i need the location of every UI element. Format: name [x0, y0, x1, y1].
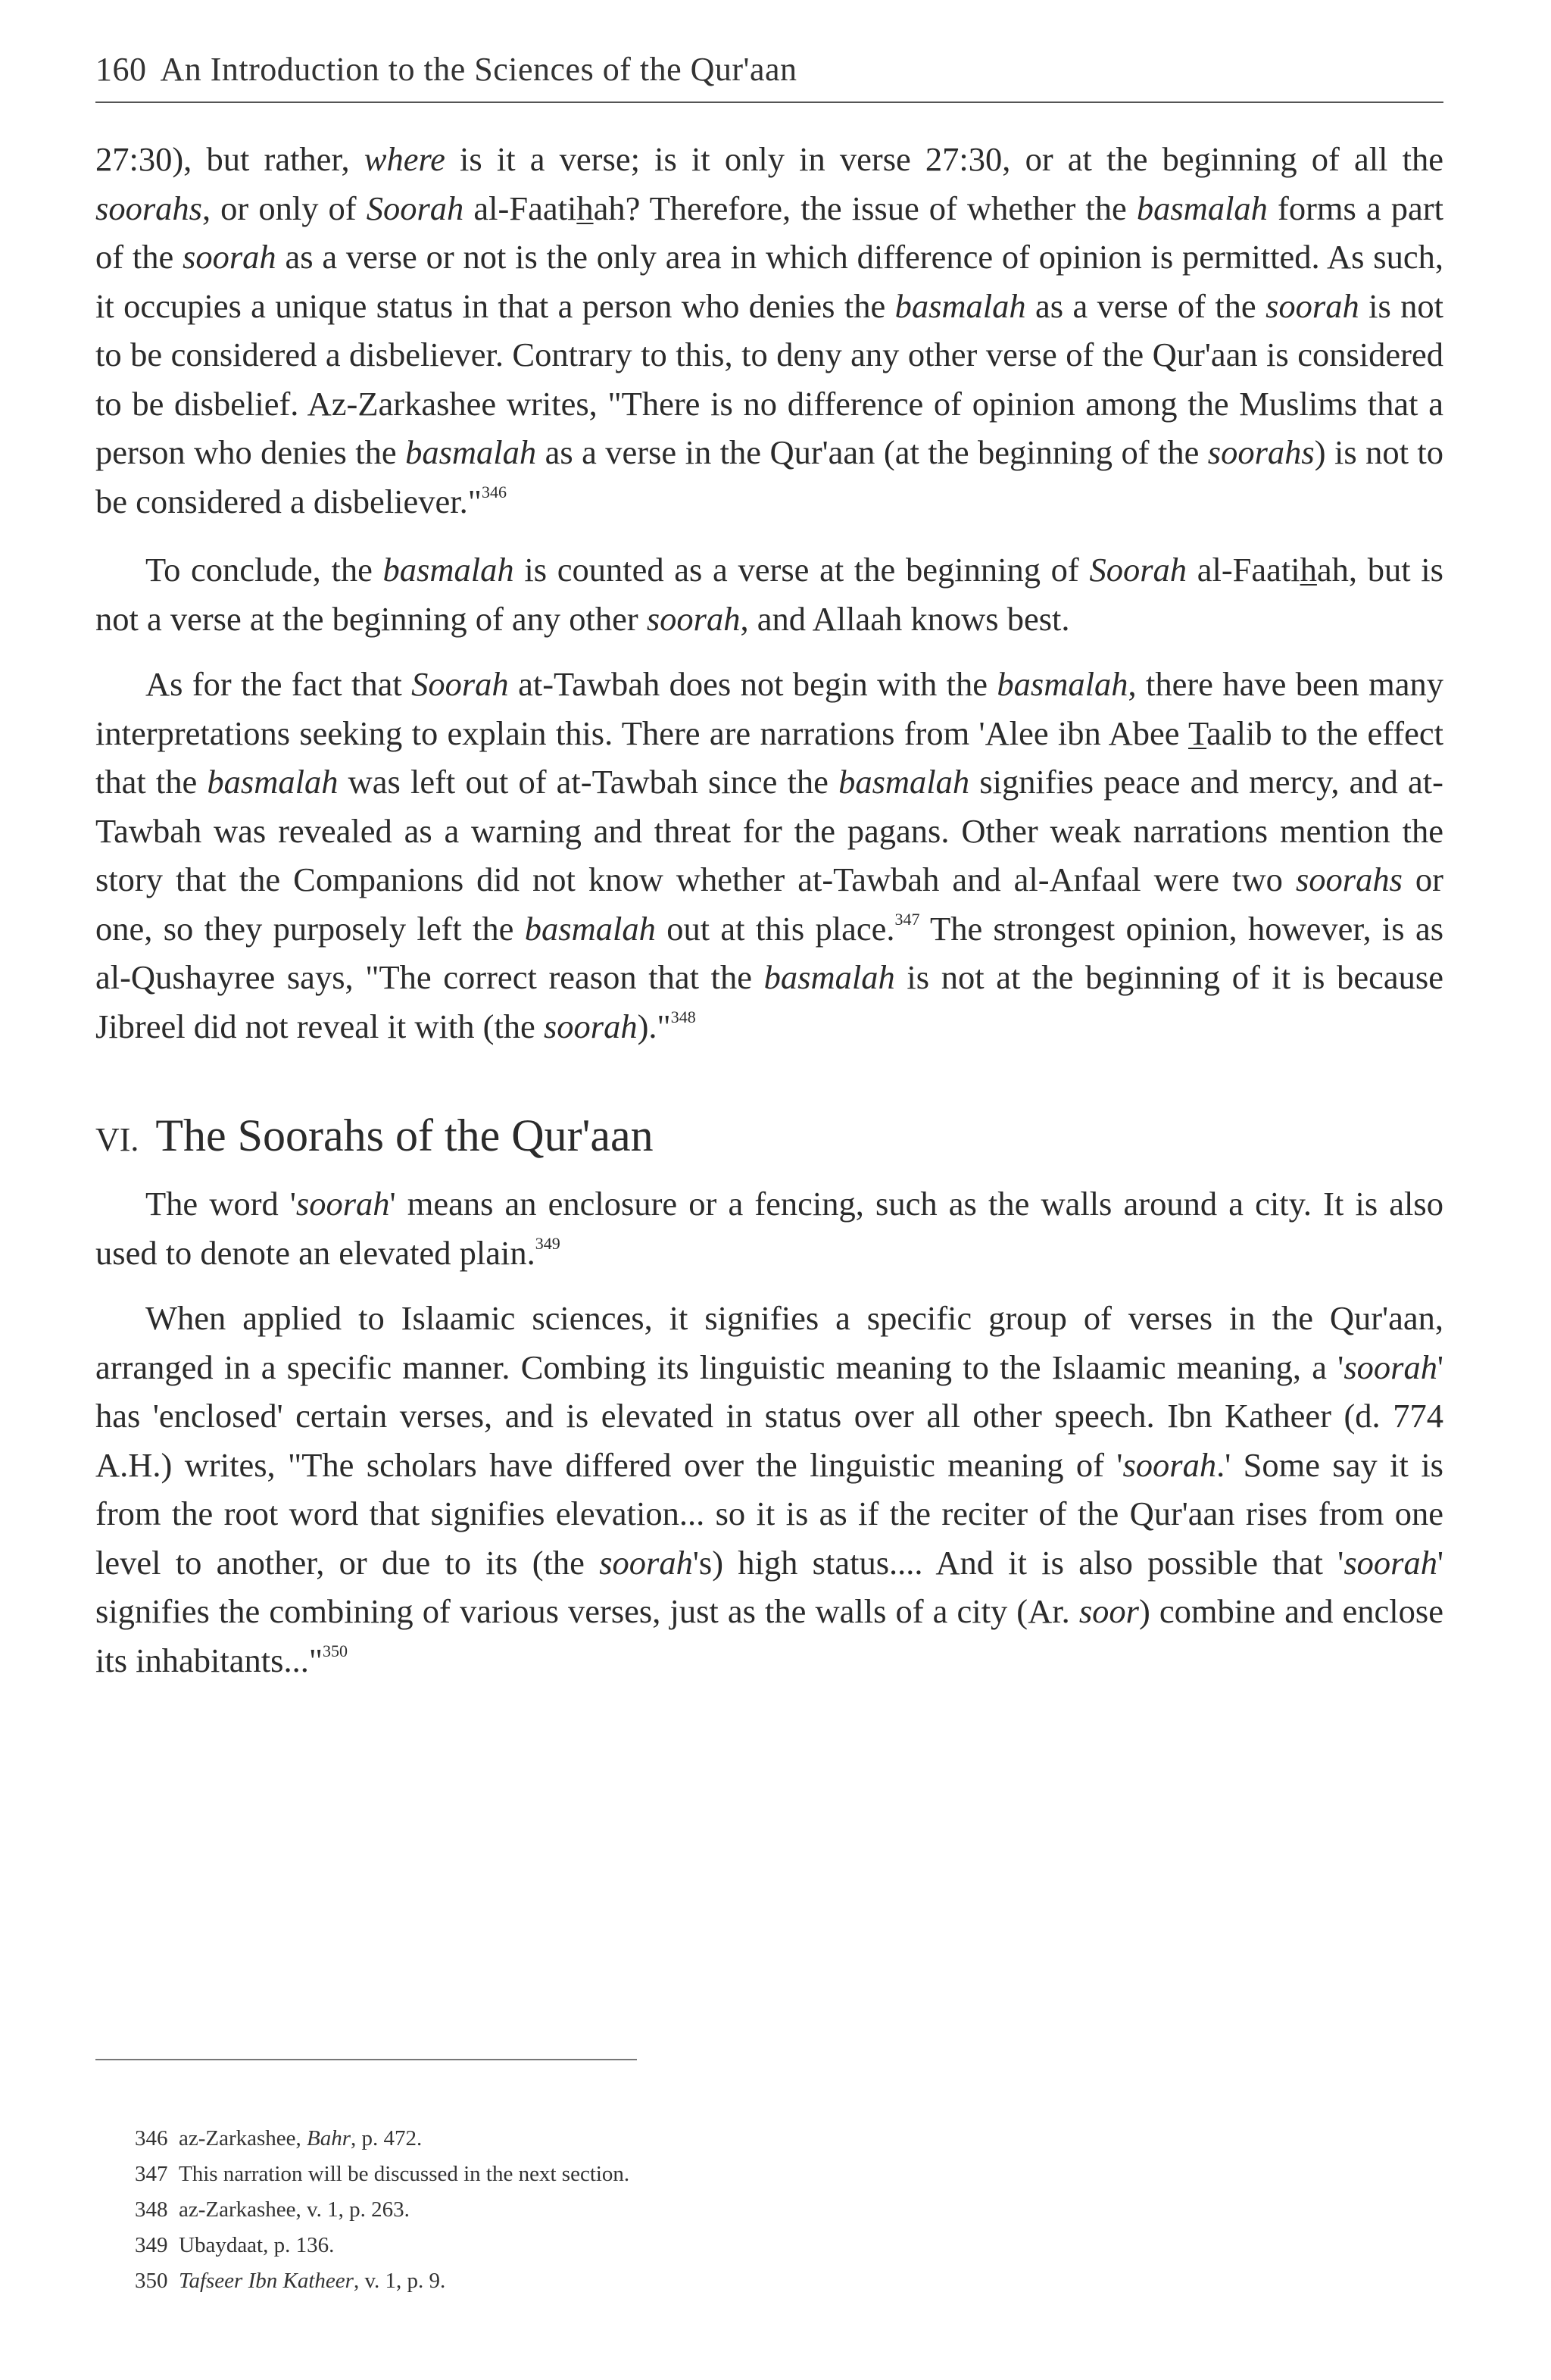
text-run: .' Some say it is from the root word that signifies elevation... so it is as if the reciter of the Qur'aan rises from one level to another, or due to its (the	[95, 1445, 1443, 1582]
text-run: The strongest opinion, however, is as al-Qushayree says, "The correct reason that the	[95, 909, 1444, 996]
paragraph-1	[95, 135, 1443, 526]
text-run: ) is not to be considered a disbeliever."	[95, 433, 1444, 520]
paragraph-5	[95, 1294, 1443, 1685]
book-title: An Introduction to the Sciences of the Qur'aan	[160, 51, 797, 88]
text-run: , and Allaah knows best.	[740, 599, 1070, 638]
footnote-349	[135, 2228, 1347, 2263]
italic-run: where	[364, 140, 445, 178]
italic-run: basmalah	[838, 763, 970, 801]
main-text	[95, 135, 1443, 1701]
paragraph-4	[95, 1179, 1443, 1277]
section-heading	[95, 1105, 1443, 1170]
italic-run: basmalah	[997, 665, 1128, 703]
footnote-text: az-Zarkashee,	[179, 2126, 307, 2150]
italic-run: soorahs	[95, 189, 202, 227]
italic-run: basmalah	[207, 763, 339, 801]
footnote-ref-347[interactable]: 347	[894, 909, 920, 929]
text-run: aalib to the effect that the	[95, 714, 1443, 801]
footnote-text: , v. 1, p. 9.	[353, 2269, 446, 2293]
text-run: ' signifies the combining of various verses, just as the walls of a city (Ar.	[95, 1543, 1443, 1630]
text-run: 's) high status.... And it is also possible that '	[692, 1543, 1344, 1582]
text-run: is counted as a verse at the beginning of	[513, 551, 1090, 589]
text-run: ah, but is not a verse at the beginning of any other	[95, 551, 1443, 638]
text-run: 27:30), but rather,	[95, 140, 364, 178]
footnote-number: 349	[135, 2233, 168, 2257]
footnote-text: This narration will be discussed in the next section.	[179, 2162, 630, 2186]
footnotes	[135, 2121, 1347, 2299]
footnote-ref-346[interactable]: 346	[481, 482, 507, 501]
italic-run: basmalah	[1136, 189, 1268, 227]
text-run: out at this place.	[655, 909, 895, 948]
footnote-rule	[95, 2059, 637, 2060]
section-title: The Soorahs of the Qur'aan	[155, 1110, 654, 1160]
footnote-350	[135, 2263, 1347, 2299]
text-run: As for the fact that	[145, 665, 412, 703]
italic-run: soorah	[1265, 286, 1359, 325]
text-run: al-Faati	[1187, 551, 1300, 589]
italic-run: basmalah	[382, 551, 514, 589]
italic-run: soorah	[1122, 1445, 1217, 1484]
italic-run: basmalah	[405, 433, 537, 471]
text-run: ' has 'enclosed' certain verses, and is elevated in status over all other speech. Ibn Katheer (d. 774 A.H.) writes, "The scholars have differed over the linguistic meaning of '	[95, 1348, 1443, 1484]
underlined-letter: h	[576, 189, 594, 227]
paragraph-2	[95, 545, 1443, 643]
italic-run: soorahs	[1207, 433, 1315, 471]
text-run: , there have been many interpretations seeking to explain this. There are narrations from 'Alee ibn Abee	[95, 665, 1443, 752]
italic-run: Soorah	[366, 189, 464, 227]
text-run: at-Tawbah does not begin with the	[508, 665, 997, 703]
text-run: ah? Therefore, the issue of whether the	[593, 189, 1137, 227]
text-run: forms a part of the	[95, 189, 1443, 276]
text-run: )."	[637, 1007, 671, 1045]
footnote-number: 348	[135, 2197, 168, 2222]
running-head	[95, 47, 1443, 92]
text-run: , or only of	[201, 189, 367, 227]
footnote-ref-350[interactable]: 350	[322, 1641, 348, 1660]
header-rule	[95, 102, 1443, 103]
italic-run: soorah	[599, 1543, 693, 1582]
text-run: was left out of at-Tawbah since the	[338, 763, 839, 801]
italic-run: basmalah	[524, 909, 656, 948]
footnote-number: 350	[135, 2269, 168, 2293]
paragraph-3	[95, 660, 1443, 1051]
footnote-italic: Tafseer Ibn Katheer	[179, 2269, 354, 2293]
underlined-letter: T	[1188, 714, 1207, 752]
text-run: When applied to Islaamic sciences, it signifies a specific group of verses in the Qur'aan, arranged in a specific manner. Combing its linguistic meaning to the Islaamic meaning, a '	[95, 1299, 1443, 1386]
text-run: is it a verse; is it only in verse 27:30, or at the beginning of all the	[445, 140, 1443, 178]
footnote-text: az-Zarkashee, v. 1, p. 263.	[179, 2197, 410, 2222]
italic-run: soorah	[543, 1007, 638, 1045]
underlined-letter: h	[1300, 551, 1317, 589]
text-run: is not to be considered a disbeliever. Contrary to this, to deny any other verse of the Qur'aan is considered to be disbelief. Az-Zarkashee writes, "There is no difference of opinion among the Muslims that a person who denies the	[95, 286, 1443, 471]
footnote-347	[135, 2157, 1347, 2192]
italic-run: soor	[1078, 1592, 1139, 1630]
italic-run: basmalah	[763, 958, 895, 996]
italic-run: soorah	[1343, 1348, 1437, 1386]
footnote-text: , p. 472.	[351, 2126, 423, 2150]
text-run: ' means an enclosure or a fencing, such as the walls around a city. It is also used to denote an elevated plain.	[95, 1185, 1443, 1272]
footnote-ref-349[interactable]: 349	[535, 1233, 560, 1253]
italic-run: basmalah	[894, 286, 1026, 325]
text-run: as a verse of the	[1025, 286, 1266, 325]
italic-run: soorah	[646, 599, 741, 638]
footnote-text: Ubaydaat, p. 136.	[179, 2233, 335, 2257]
text-run: or one, so they purposely left the	[95, 860, 1443, 948]
text-run: The word '	[145, 1185, 296, 1223]
text-run: To conclude, the	[145, 551, 383, 589]
section-number: VI.	[95, 1121, 139, 1158]
text-run: signifies peace and mercy, and at-Tawbah was revealed as a warning and threat for the pagans. Other weak narrations mention the story that the Companions did not know whether at-Tawbah and al-Anfaal were two	[95, 763, 1443, 898]
italic-run: soorah	[295, 1185, 390, 1223]
footnote-number: 347	[135, 2162, 168, 2186]
italic-run: soorahs	[1295, 860, 1403, 898]
footnote-346	[135, 2121, 1347, 2157]
italic-run: soorah	[1343, 1543, 1437, 1582]
text-run: is not at the beginning of it is because Jibreel did not reveal it with (the	[95, 958, 1443, 1045]
footnote-number: 346	[135, 2126, 168, 2150]
footnote-italic: Bahr	[307, 2126, 351, 2150]
text-run: al-Faati	[463, 189, 577, 227]
footnote-348	[135, 2192, 1347, 2228]
italic-run: Soorah	[1089, 551, 1187, 589]
italic-run: Soorah	[411, 665, 509, 703]
text-run: as a verse or not is the only area in which difference of opinion is permitted. As such, it occupies a unique status in that a person who denies the	[95, 238, 1443, 325]
text-run: ) combine and enclose its inhabitants..."	[95, 1592, 1443, 1679]
italic-run: soorah	[183, 238, 276, 276]
footnote-ref-348[interactable]: 348	[670, 1007, 696, 1026]
text-run: as a verse in the Qur'aan (at the beginning of the	[536, 433, 1208, 471]
page-number: 160	[95, 51, 147, 88]
